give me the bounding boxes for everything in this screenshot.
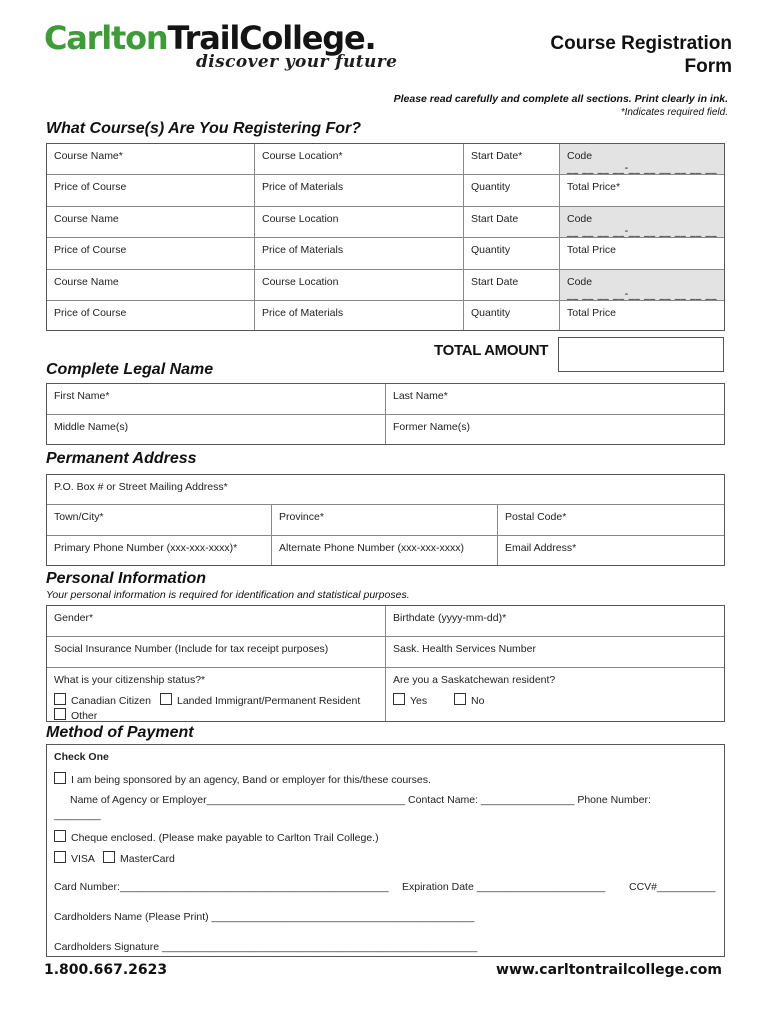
- code-label: Code: [567, 276, 593, 288]
- price-of-materials-field[interactable]: Price of Materials: [255, 301, 464, 330]
- course-location-field[interactable]: Course Location: [255, 270, 464, 301]
- cheque-label: Cheque enclosed. (Please make payable to Carlton Trail College.): [71, 832, 379, 844]
- middle-name-field[interactable]: Middle Name(s): [47, 415, 386, 444]
- postal-code-field[interactable]: Postal Code*: [498, 505, 724, 536]
- ccv-field[interactable]: CCV#__________: [629, 881, 716, 893]
- code-blank: __ __ __ __-__ __ __ __ __ __: [567, 225, 717, 237]
- agency-line-continued[interactable]: ________: [54, 809, 101, 821]
- other-option[interactable]: [54, 708, 97, 722]
- code-label: Code: [567, 213, 593, 225]
- cardholder-signature-field[interactable]: Cardholders Signature ______________________________________________________: [54, 941, 478, 953]
- price-of-materials-field[interactable]: Price of Materials: [255, 238, 464, 270]
- resident-yes-option[interactable]: [393, 693, 427, 707]
- footer-phone: 1.800.667.2623: [44, 962, 168, 978]
- resident-cell: [386, 668, 724, 721]
- personal-info-note: Your personal information is required for identification and statistical purposes.: [46, 589, 410, 601]
- primary-phone-field[interactable]: Primary Phone Number (xxx-xxx-xxxx)*: [47, 536, 272, 565]
- legal-name-grid: [46, 383, 725, 445]
- landed-immigrant-checkbox[interactable]: [160, 693, 172, 705]
- address-grid: [46, 474, 725, 566]
- mastercard-option[interactable]: [103, 851, 175, 865]
- province-field[interactable]: Province*: [272, 505, 498, 536]
- landed-immigrant-label: Landed Immigrant/Permanent Resident: [177, 695, 361, 707]
- visa-option[interactable]: [54, 851, 95, 865]
- other-checkbox[interactable]: [54, 708, 66, 720]
- street-address-field[interactable]: P.O. Box # or Street Mailing Address*: [47, 475, 724, 505]
- personal-info-heading: Personal Information: [46, 570, 207, 587]
- code-field[interactable]: [560, 144, 724, 175]
- course-name-field[interactable]: Course Name: [47, 270, 255, 301]
- last-name-field[interactable]: Last Name*: [386, 384, 724, 415]
- canadian-citizen-option[interactable]: [54, 693, 151, 707]
- cheque-option[interactable]: [54, 830, 379, 844]
- logo-word-trail: Trail: [167, 19, 240, 57]
- landed-immigrant-option[interactable]: [160, 693, 360, 707]
- resident-no-label: No: [471, 695, 485, 707]
- first-name-field[interactable]: First Name*: [47, 384, 386, 415]
- quantity-field[interactable]: Quantity: [464, 175, 560, 207]
- resident-no-option[interactable]: [454, 693, 484, 707]
- code-label: Code: [567, 150, 593, 162]
- agency-line[interactable]: Name of Agency or Employer__________________________________ Contact Name: ________________ Phone Number:: [70, 794, 651, 806]
- logo-tagline: discover your future: [196, 52, 398, 72]
- birthdate-field[interactable]: Birthdate (yyyy-mm-dd)*: [386, 606, 724, 637]
- personal-info-grid: [46, 605, 725, 722]
- canadian-citizen-label: Canadian Citizen: [71, 695, 151, 707]
- sponsored-checkbox[interactable]: [54, 772, 66, 784]
- expiration-date-field[interactable]: Expiration Date ______________________: [402, 881, 606, 893]
- start-date-field[interactable]: Start Date*: [464, 144, 560, 175]
- code-blank: __ __ __ __-__ __ __ __ __ __: [567, 288, 717, 300]
- legal-name-heading: Complete Legal Name: [46, 361, 214, 378]
- price-of-course-field[interactable]: Price of Course: [47, 301, 255, 330]
- logo-word-college: College.: [239, 19, 376, 57]
- resident-question: Are you a Saskatchewan resident?: [393, 674, 556, 686]
- resident-yes-label: Yes: [410, 695, 428, 707]
- course-name-field[interactable]: Course Name*: [47, 144, 255, 175]
- form-title-line1: Course Registration: [550, 33, 732, 54]
- quantity-field[interactable]: Quantity: [464, 238, 560, 270]
- courses-grid: [46, 143, 725, 331]
- total-price-field[interactable]: Total Price: [567, 307, 617, 319]
- course-name-field[interactable]: Course Name: [47, 207, 255, 238]
- visa-checkbox[interactable]: [54, 851, 66, 863]
- total-amount-label: TOTAL AMOUNT: [434, 342, 549, 359]
- email-field[interactable]: Email Address*: [505, 542, 577, 554]
- form-title-line2: Form: [684, 56, 732, 77]
- resident-yes-checkbox[interactable]: [393, 693, 405, 705]
- instructions: [394, 93, 728, 119]
- health-number-field[interactable]: Sask. Health Services Number: [386, 637, 724, 668]
- total-amount-field[interactable]: [558, 337, 724, 372]
- code-blank: __ __ __ __-__ __ __ __ __ __: [567, 162, 717, 174]
- code-field[interactable]: [560, 270, 724, 301]
- town-city-field[interactable]: Town/City*: [47, 505, 272, 536]
- footer-website[interactable]: www.carltontrailcollege.com: [496, 962, 722, 978]
- card-number-field[interactable]: Card Number:______________________________________________: [54, 881, 389, 893]
- price-of-course-field[interactable]: Price of Course: [47, 238, 255, 270]
- payment-heading: Method of Payment: [46, 724, 194, 741]
- sin-field[interactable]: Social Insurance Number (Include for tax receipt purposes): [47, 637, 386, 668]
- alternate-phone-field[interactable]: Alternate Phone Number (xxx-xxx-xxxx): [272, 536, 498, 565]
- other-label: Other: [71, 710, 98, 722]
- address-heading: Permanent Address: [46, 450, 197, 467]
- college-logo: [44, 19, 398, 80]
- resident-no-checkbox[interactable]: [454, 693, 466, 705]
- price-of-materials-field[interactable]: Price of Materials: [255, 175, 464, 207]
- mastercard-checkbox[interactable]: [103, 851, 115, 863]
- payment-box: [46, 744, 725, 957]
- start-date-field[interactable]: Start Date: [464, 207, 560, 238]
- cardholder-name-field[interactable]: Cardholders Name (Please Print) _____________________________________________: [54, 911, 475, 923]
- logo-wordmark: [44, 20, 374, 56]
- code-field[interactable]: [560, 207, 724, 238]
- required-note: *Indicates required field.: [620, 107, 728, 118]
- sponsored-option[interactable]: [54, 772, 431, 786]
- visa-label: VISA: [71, 853, 95, 865]
- cheque-checkbox[interactable]: [54, 830, 66, 842]
- former-name-field[interactable]: Former Name(s): [393, 421, 471, 433]
- instructions-text: Please read carefully and complete all sections. Print clearly in ink.: [393, 93, 728, 105]
- courses-heading: What Course(s) Are You Registering For?: [46, 120, 361, 137]
- total-price-field[interactable]: Total Price*: [560, 175, 724, 207]
- mastercard-label: MasterCard: [120, 853, 175, 865]
- citizenship-question: What is your citizenship status?*: [54, 674, 206, 686]
- check-one-label: Check One: [54, 751, 109, 763]
- canadian-citizen-checkbox[interactable]: [54, 693, 66, 705]
- logo-word-carlton: Carlton: [44, 19, 168, 57]
- start-date-field[interactable]: Start Date: [464, 270, 560, 301]
- form-title: [472, 32, 732, 78]
- price-of-course-field[interactable]: Price of Course: [47, 175, 255, 207]
- course-location-field[interactable]: Course Location: [255, 207, 464, 238]
- sponsored-label: I am being sponsored by an agency, Band or employer for this/these courses.: [71, 774, 431, 786]
- gender-field[interactable]: Gender*: [47, 606, 386, 637]
- quantity-field[interactable]: Quantity: [464, 301, 560, 330]
- total-price-field[interactable]: Total Price: [560, 238, 724, 270]
- course-location-field[interactable]: Course Location*: [255, 144, 464, 175]
